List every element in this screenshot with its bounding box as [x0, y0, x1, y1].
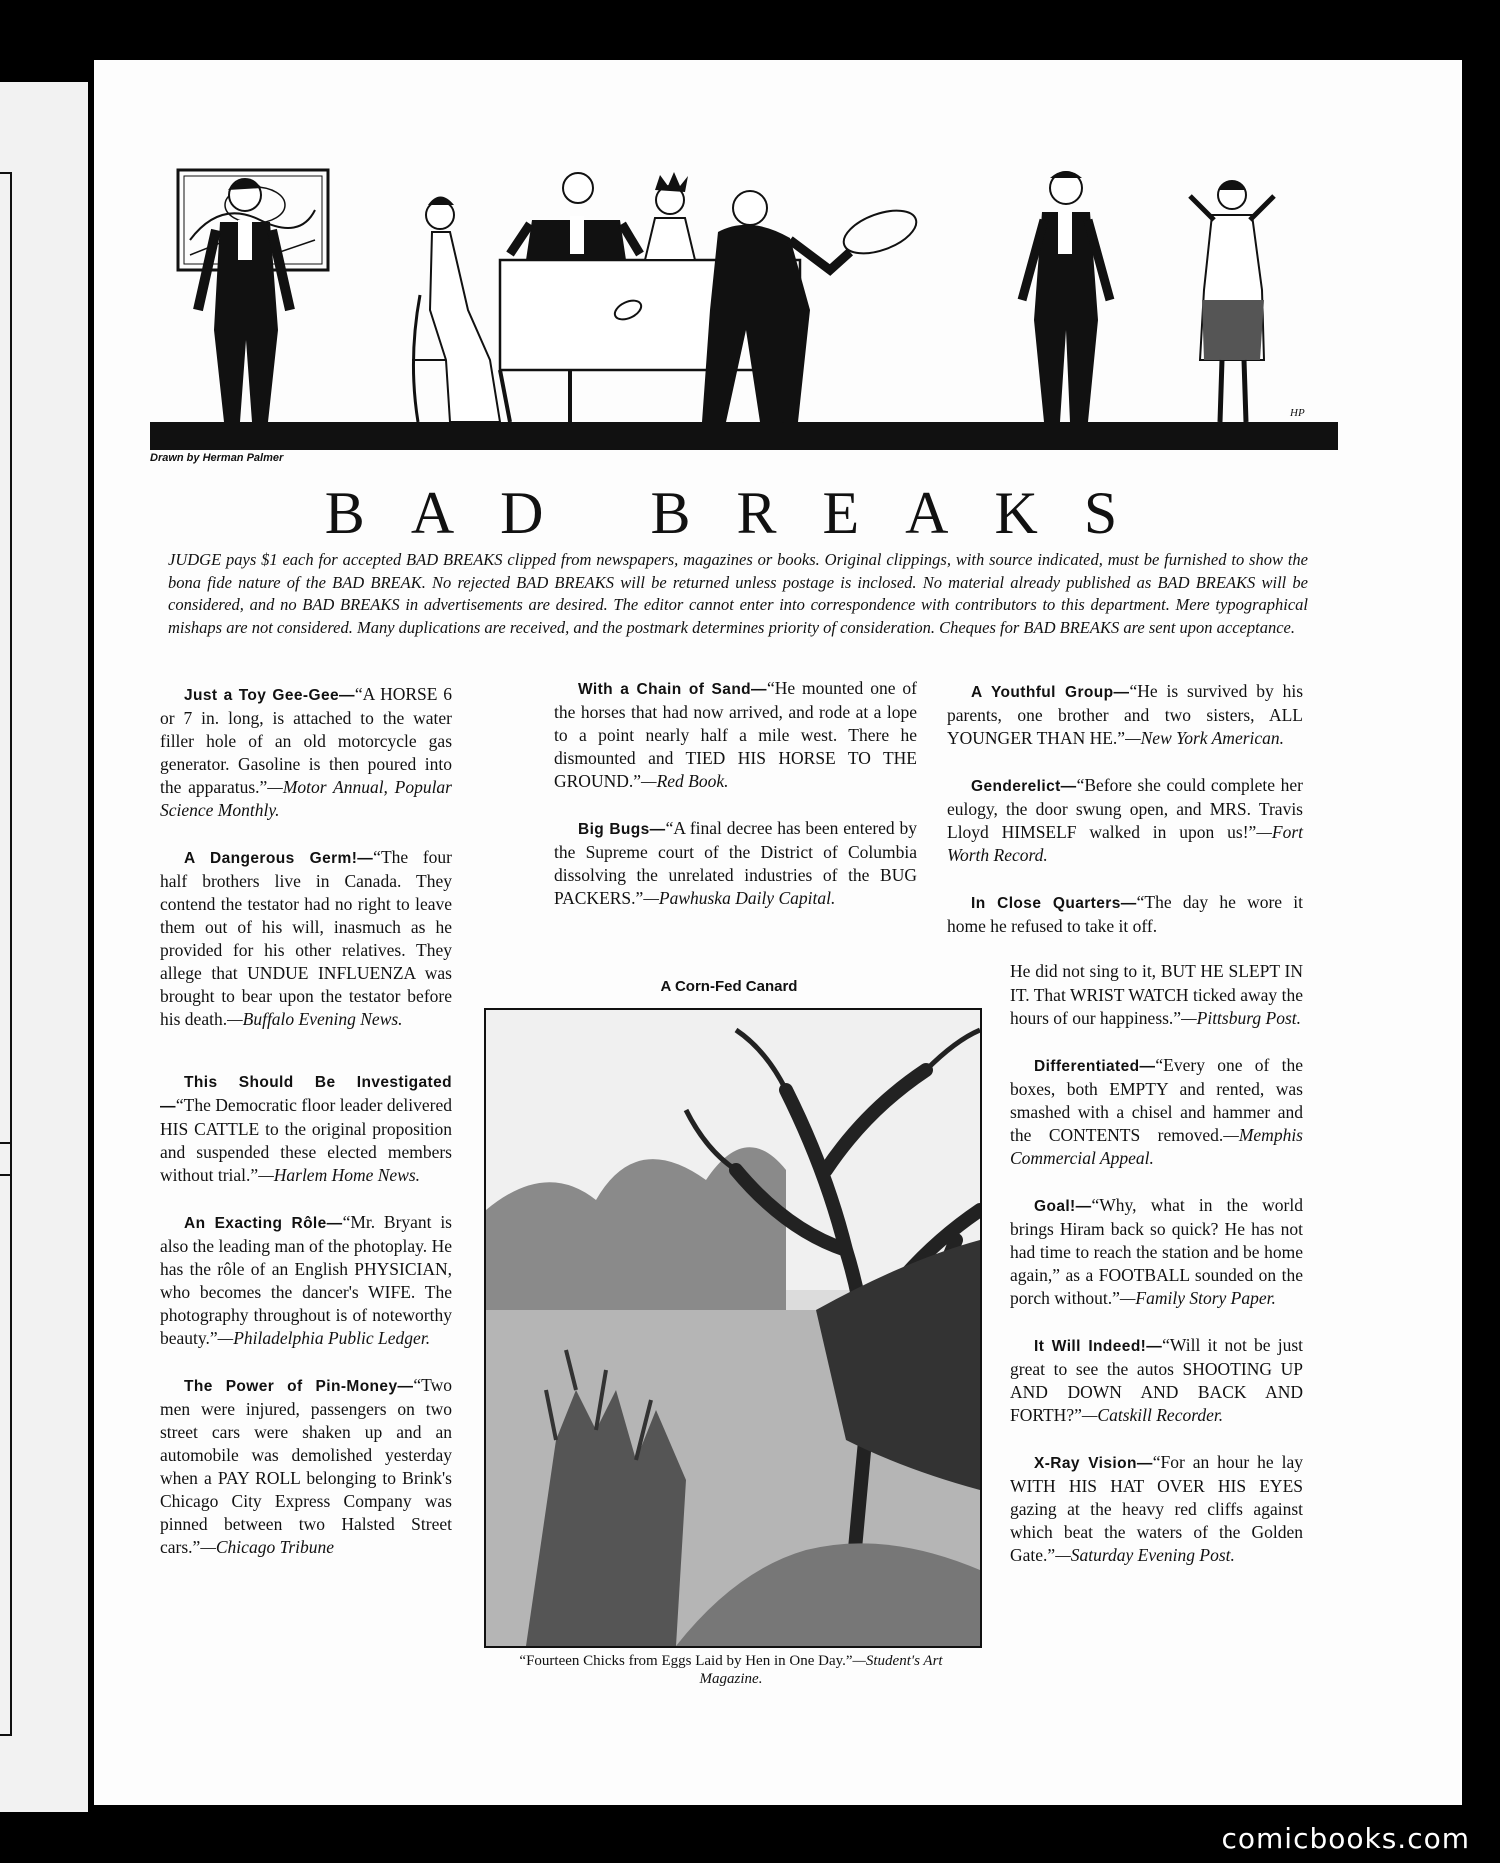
joke-item	[1010, 1194, 1303, 1310]
column-1	[160, 683, 452, 1055]
joke-source: —Fort Worth Record.	[947, 822, 1303, 865]
joke-source: —Buffalo Evening News.	[227, 1009, 403, 1029]
joke-source: —Memphis Commercial Appeal.	[1010, 1125, 1303, 1168]
joke-text: “Every one of the boxes, both EMPTY and rented, was smashed with a chisel and hammer and the CONTENTS removed.	[1010, 1055, 1303, 1145]
joke-source: —Harlem Home News.	[258, 1165, 421, 1185]
page-title: BAD BREAKS	[324, 480, 1164, 546]
photo-caption-source: —Student's Art Magazine.	[699, 1653, 943, 1687]
previous-page-mark	[0, 1174, 10, 1176]
joke-item	[947, 774, 1303, 867]
joke-heading: This Should Be Investigated—	[160, 1074, 452, 1115]
joke-source: —Motor Annual, Popular Science Monthly.	[160, 777, 452, 820]
cornfield-photo	[484, 1008, 982, 1648]
site-watermark: comicbooks.com	[1221, 1822, 1470, 1855]
joke-heading: Big Bugs—	[578, 821, 666, 838]
joke-item	[160, 846, 452, 1031]
joke-text: “A HORSE 6 or 7 in. long, is attached to the water filler hole of an old motorcycle gas generator. Gasoline is then poured into the apparatus.”	[160, 684, 453, 797]
joke-text: He did not sing to it, BUT HE SLEPT IN IT. That WRIST WATCH ticked away the hours of our happiness.”	[1010, 961, 1303, 1028]
joke-item	[1010, 1054, 1303, 1170]
joke-item	[1010, 1334, 1303, 1427]
joke-source: —Pittsburg Post.	[1181, 1008, 1301, 1028]
dinner-party-illustration	[150, 160, 1338, 450]
joke-heading: With a Chain of Sand—	[578, 681, 767, 698]
photo-caption-text: “Fourteen Chicks from Eggs Laid by Hen in One Day.”	[519, 1653, 853, 1669]
artist-signature: HP	[1290, 407, 1305, 419]
joke-text: “Will it not be just great to see the autos SHOOTING UP AND DOWN AND BACK AND FORTH?”	[1010, 1335, 1303, 1425]
joke-source: —Family Story Paper.	[1119, 1288, 1276, 1308]
joke-heading: A Dangerous Germ!—	[184, 850, 374, 867]
illustration-credit: Drawn by Herman Palmer	[150, 452, 284, 464]
joke-source: —Red Book.	[641, 771, 729, 791]
joke-heading: X-Ray Vision—	[1034, 1455, 1153, 1472]
joke-text: “Two men were injured, passengers on two street cars were shaken up and an automobile was demolished yesterday when a PAY ROLL belonging to Brink's Chicago City Express Company was pinned between two Halsted Street cars.”	[160, 1375, 452, 1557]
joke-text: “For an hour he lay WITH HIS HAT OVER HIS EYES gazing at the heavy red cliffs against which beat the waters of the Golden Gate.”	[1010, 1452, 1303, 1565]
joke-heading: It Will Indeed!—	[1034, 1338, 1163, 1355]
joke-item	[160, 683, 452, 822]
photo-caption	[492, 1652, 970, 1688]
joke-item	[160, 1211, 452, 1350]
joke-text: “He mounted one of the horses that had now arrived, and rode at a lope to a point nearly half a mile west. There he dismounted and TIED HIS HORSE TO THE GROUND.”	[554, 678, 917, 791]
joke-text: “Before she could complete her eulogy, the door swung open, and MRS. Travis Lloyd HIMSELF walked in upon us!”	[947, 775, 1303, 842]
joke-text: “The Democratic floor leader delivered HIS CATTLE to the original proposition and suspended these elected members without trial.”	[160, 1095, 452, 1185]
joke-text: “The four half brothers live in Canada. They contend the testator had no right to leave them out of his will, inasmuch as he provided for his other relatives. They allege that UNDUE INFLUENZA was brought to bear upon the testator before his death.	[160, 847, 452, 1029]
joke-item	[1010, 1451, 1303, 1567]
joke-item	[947, 891, 1303, 938]
joke-source: —Saturday Evening Post.	[1055, 1545, 1235, 1565]
joke-heading: Differentiated—	[1034, 1058, 1156, 1075]
joke-text: “He is survived by his parents, one brother and two sisters, ALL YOUNGER THAN HE.”	[947, 681, 1303, 748]
joke-heading: An Exacting Rôle—	[184, 1215, 343, 1232]
joke-heading: In Close Quarters—	[971, 895, 1137, 912]
joke-heading: Goal!—	[1034, 1198, 1092, 1215]
joke-item	[1010, 960, 1303, 1030]
previous-page-edge	[0, 82, 88, 1812]
joke-item	[160, 1070, 452, 1187]
joke-item	[554, 817, 917, 910]
previous-page-frame	[0, 172, 12, 1736]
joke-source: —Catskill Recorder.	[1081, 1405, 1224, 1425]
joke-text: “Why, what in the world brings Hiram back so quick? He has not had time to reach the station and be home again,” as a FOOTBALL sounded on the porch without.”	[1010, 1195, 1303, 1308]
column-2	[554, 677, 917, 934]
joke-source: —Chicago Tribune	[200, 1537, 335, 1557]
joke-source: —Philadelphia Public Ledger.	[217, 1328, 431, 1348]
joke-item	[160, 1374, 452, 1559]
joke-text: “A final decree has been entered by the Supreme court of the District of Columbia dissolving the unrelated industries of the BUG PACKERS.”	[554, 818, 918, 908]
joke-item	[554, 677, 917, 793]
previous-page-mark	[0, 1142, 10, 1144]
joke-source: —New York American.	[1125, 728, 1285, 748]
joke-text: “The day he wore it home he refused to take it off.	[947, 892, 1303, 936]
photo-title: A Corn-Fed Canard	[660, 978, 798, 995]
column-3-narrow	[1010, 960, 1303, 1591]
intro-paragraph: JUDGE pays $1 each for accepted BAD BREAKS clipped from newspapers, magazines or books. Original clippings, with source indicated, must be furnished to show the bona fide nature of the BAD BREAK. No rejected BAD BREAKS will be returned unless postage is inclosed. No material already published as BAD BREAKS will be considered, and no BAD BREAKS in advertisements are desired. The editor cannot enter into correspondence with contributors to this department. Mere typographical mishaps are not considered. Many duplications are received, and the postmark determines priority of consideration. Cheques for BAD BREAKS are sent upon acceptance.	[168, 550, 1308, 637]
joke-heading: The Power of Pin-Money—	[184, 1378, 414, 1395]
joke-heading: Just a Toy Gee-Gee—	[184, 687, 355, 704]
column-3	[947, 680, 1303, 938]
joke-text: “Mr. Bryant is also the leading man of the photoplay. He has the rôle of an English PHYSICIAN, who becomes the dancer's WIFE. The photography throughout is of noteworthy beauty.”	[160, 1212, 452, 1348]
column-1-narrow	[160, 1070, 452, 1583]
joke-item	[947, 680, 1303, 750]
joke-heading: A Youthful Group—	[971, 684, 1130, 701]
joke-heading: Genderelict—	[971, 778, 1077, 795]
joke-source: —Pawhuska Daily Capital.	[643, 888, 836, 908]
